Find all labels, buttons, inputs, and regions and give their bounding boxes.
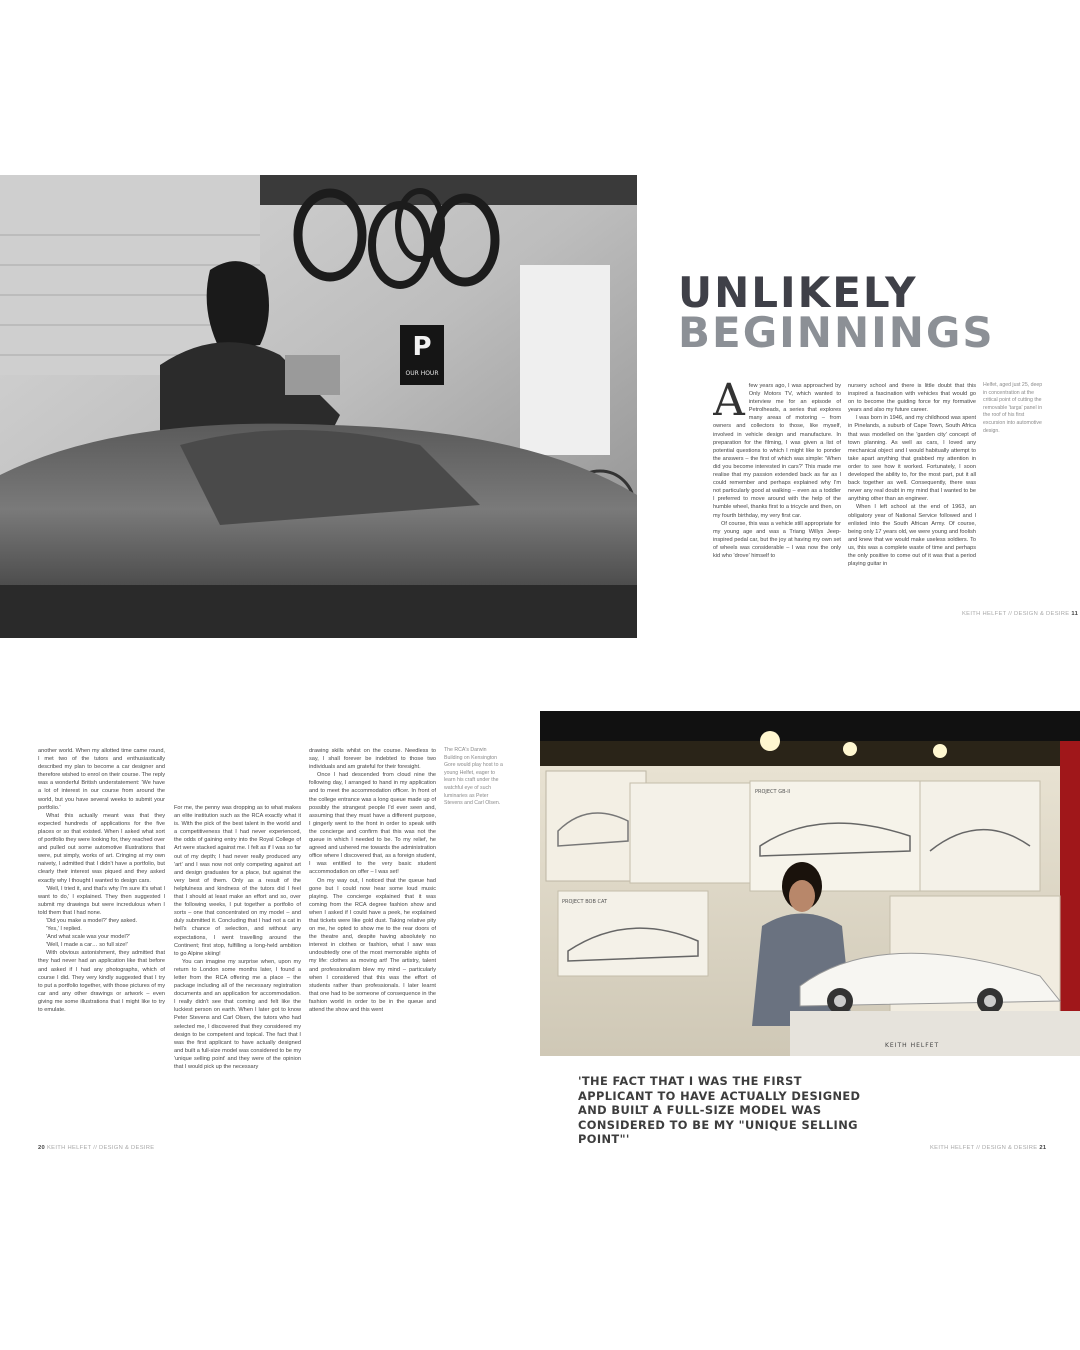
paragraph: When I left school at the end of 1963, an obligatory year of National Service followed and I enlisted into the South African Army. Of course, being only 17 years old, we were young and foolish and knew that we would make useless soldiers. To us, this was a complete waste of time and perhaps the only positive to come out of it was that a period playing guitar in [848,504,976,568]
paragraph: few years ago, I was approached by Only Motors TV, which wanted to interview me for an episode of Petrolheads, a series that explores many areas of motoring – from owners and collectors to those, like myself, involved in vehicle design and manufacture. In preparation for the filming, I was given a list of potential questions to which I might like to ponder the answers – the first of which was simple: 'When did you become interested in cars?' This made me realise that my passion extended back as far as I could remember and perhaps explained why I'm not particularly good at walking – even as a toddler I preferred to move around with the help of the humble wheel, thanks first to a tricycle and then, on my fourth birthday, my very first car. [713,383,841,519]
title-line-beginnings: BEGINNINGS [678,308,995,357]
paragraph: nursery school and there is little doubt that this inspired a fascination with vehicles that would go on to become the guiding force for my formative years and also my future career. [848,383,976,414]
paragraph: 'And what scale was your model?' [46,934,130,941]
paragraph: I was born in 1946, and my childhood was spent in Pinelands, a suburb of Cape Town, South Africa that was modelled on the 'garden city' concept of town planning. As well as cars, I loved any mechanical object and I would habitually attempt to take apart anything that grabbed my attention in order to see how it worked. Fortunately, I soon developed the ability to, for the most part, put it all back together as well. Consequently, there was never any real doubt in my mind that I wanted to be anything other than an engineer. [848,415,976,503]
paragraph: Once I had descended from cloud nine the following day, I arranged to hand in my application and to meet the accommodation officer. In front of the college entrance was a long queue made up of possibly the strangest people I'd ever seen and, assuming that they must have a different purpose, I gingerly went to the front in order to speak with the concierge and confirm that this was not the queue in which I needed to be. To my relief, he agreed and ushered me towards the administration office where I discovered that, as a foreign student, I was entitled to the very basic student accommodation on offer – I was set! [309,772,436,876]
footer-top [962,611,1078,617]
name-plaque: KEITH HELFET [885,1042,940,1049]
board-label-gb: PROJECT GB-II [755,789,791,795]
footer-bottom-left [38,1145,154,1151]
paragraph: For me, the penny was dropping as to what makes an elite institution such as the RCA exactly what it is. With the pick of the best talent in the world and a competitiveness that I had never experienced, the odds of gaining entry into the Royal College of Art were stacked against me. I felt as if I was so far out of my depth; I had never really produced any 'art' and I was now not only competing against art and design graduates for a place, but against the very best of them. Only as a result of the helpfulness and kindness of the tutors did I feel that I should at least make an effort and so, over the following weeks, I put together a portfolio of sorts – one that concentrated on my model – and duly submitted it. Concluding that I had not a cat in hell's chance of selection, and without any expectations, I went travelling around the Continent; first stop, fulfilling a long-held ambition to go Alpine skiing! [174,805,301,957]
parking-sign-letter: P [412,332,432,362]
board-label-bobcat: PROJECT BOB CAT [562,899,608,905]
title-line-unlikely: UNLIKELY [678,268,918,317]
footer-text: KEITH HELFET // DESIGN & DESIRE [46,1145,155,1151]
page-number: 20 [38,1145,46,1151]
paragraph: 'Did you make a model?' they asked. [46,917,138,924]
paragraph: 'Yes,' I replied. [46,926,82,933]
page-number: 11 [1071,611,1079,617]
photo-caption-bottom: The RCA's Darwin Building on Kensington Gore would play host to a young Helfet, eager to learn his craft under the watchful eye of such luminaries as Peter Stevens and Carl Olsen. [444,747,503,807]
paragraph: 'Well, I made a car… so full size!' [46,942,128,949]
body-column-bottom-2 [174,804,301,1132]
body-column-top-2 [848,382,976,594]
page-number: 21 [1039,1145,1047,1151]
paragraph: You can imagine my surprise when, upon my return to London some months later, I found a letter from the RCA offering me a place – the package including all of the necessary registration documents and an application for accommodation. I really didn't see that coming and felt like the luckiest person on earth. When I later got to know Peter Stevens and Carl Olsen, the tutors who had selected me, I discovered that they considered my design to be competent and topical. The fact that I was the first applicant to have actually designed and built a full-size model was considered to be my 'unique selling point' and they were of the opinion that I would pick up the necessary [174,958,301,1070]
parking-sign-text: OUR HOUR [405,370,439,377]
workshop-photo [0,175,637,638]
footer-text: KEITH HELFET // DESIGN & DESIRE [930,1145,1038,1151]
paragraph: drawing skills whilst on the course. Needless to say, I shall forever be indebted to those two individuals and am grateful for their foresight. [309,748,436,771]
body-column-bottom-1 [38,747,165,1065]
exhibition-photo [540,711,1080,1056]
paragraph: With obvious astonishment, they admitted that they had never had an application like that before and asked if I had any photographs, which of course I did. They very kindly suggested that I try to put a portfolio together, with those pictures of my car and any other drawings or artwork – even giving me some illustrations that I might like to try to emulate. [38,950,165,1013]
footer-bottom-right [930,1145,1046,1151]
body-column-top-1 [713,382,841,594]
footer-text: KEITH HELFET // DESIGN & DESIRE [962,611,1070,617]
photo-caption-top: Helfet, aged just 25, deep in concentration at the critical point of cutting the removable 'targa' panel in the roof of his first excursion into automotive design. [983,382,1043,434]
paragraph: On my way out, I noticed that the queue had gone but I could now hear some loud music playing. The concierge explained that it was coming from the RCA degree fashion show and when I asked if I could have a peek, he explained that tickets were like gold dust. Taking relative pity on me, he opted to show me to the rear doors of the theatre and, despite having absolutely no interest in clothes or fashion, what I saw was undoubtedly one of the most memorable sights of my life: clothes as moving art! The artistry, talent and professionalism blew my mind – particularly when I considered that this was the effort of students rather than professionals. I later learnt that one had to be someone of consequence in the fashion world in order to be in the queue and attend the show and this went [309,877,436,1013]
chapter-title [678,268,995,357]
drop-cap: A [713,382,745,426]
pull-quote: 'THE FACT THAT I WAS THE FIRST APPLICANT TO HAVE ACTUALLY DESIGNED AND BUILT A FULL-SIZE MODEL WAS CONSIDERED TO BE MY "UNIQUE SELLING POINT"' [578,1074,861,1146]
paragraph: another world. When my allotted time came round, I met two of the tutors and enthusiastically described my plan to become a car designer and therefore wished to enrol on their course. The reply was a wonderful British understatement: 'We have a lot of interest in our course from around the world, but you have several weeks to submit your portfolio.' [38,748,165,811]
paragraph: 'Well, I tried it, and that's why I'm sure it's what I want to do,' I explained. They then suggested I submit my drawings but were incredulous when I told them that I had none. [38,885,165,916]
paragraph: What this actually meant was that they expected hundreds of applications for the five places or so that existed. When I asked what sort of portfolio they were looking for, they reached over and pulled out some automotive illustrations that were, put simply, works of art. Cringing at my own naivety, I admitted that I didn't have a portfolio, but clearly their interest was piqued and they asked exactly why I thought I wanted to design cars. [38,812,165,884]
body-column-bottom-3 [309,747,436,1059]
paragraph: Of course, this was a vehicle still appropriate for my young age and was a Triang Willys Jeep-inspired pedal car, but the joy at having my own set of wheels was considerable – I was now the only kid who 'drove' himself to [713,520,841,559]
